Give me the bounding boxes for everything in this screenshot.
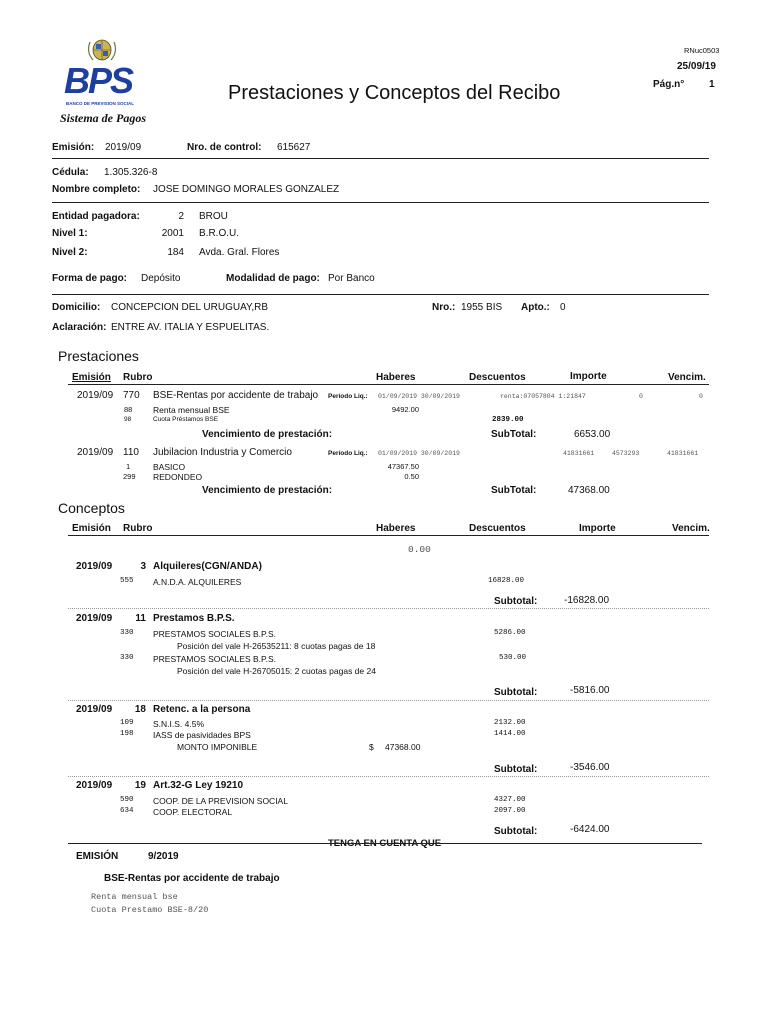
p2-extra1: 41831661 [563, 450, 595, 457]
cedula-value: 1.305.326-8 [104, 167, 158, 178]
forma-label: Forma de pago: [52, 273, 128, 284]
c3-monto-currency: $ [369, 742, 374, 752]
divider [52, 294, 709, 295]
page-label: Pág.n° [653, 79, 685, 90]
c3-monto: 47368.00 [385, 742, 421, 752]
page-number: 1 [709, 79, 715, 90]
p1-desc: BSE-Rentas por accidente de trabajo [153, 390, 319, 401]
report-date: 25/09/19 [677, 61, 716, 72]
header-rule [68, 384, 709, 385]
col-descuentos: Descuentos [469, 523, 526, 534]
c1-name: Alquileres(CGN/ANDA) [153, 561, 262, 572]
p2-desc: Jubilacion Industria y Comercio [153, 447, 292, 458]
cedula-label: Cédula: [52, 167, 89, 178]
c2-name: Prestamos B.P.S. [153, 613, 235, 624]
c1-subtotal-label: Subtotal: [494, 596, 538, 607]
c2-emision: 2019/09 [76, 613, 113, 624]
c1-l1-amt: 16828.00 [488, 577, 525, 585]
p2-venc-label: Vencimiento de prestación: [202, 485, 333, 496]
divider [52, 158, 709, 159]
emision-label: Emisión: [52, 142, 95, 153]
footer-rule [68, 843, 702, 844]
control-value: 615627 [277, 142, 311, 153]
col-emision: Emisión [72, 372, 111, 383]
page-title: Prestaciones y Conceptos del Recibo [228, 82, 561, 104]
c4-l1-code: 590 [120, 796, 134, 804]
p1-rubro: 770 [123, 390, 140, 401]
nombre-label: Nombre completo: [52, 184, 141, 195]
modalidad-value: Por Banco [328, 273, 375, 284]
c4-l2-amt: 2097.00 [494, 807, 526, 815]
p1-periodo-label: Período Liq.: [328, 393, 368, 400]
nivel1-value: B.R.O.U. [199, 228, 240, 239]
sistema-de-pagos: Sistema de Pagos [60, 111, 146, 125]
col-vencim: Vencim. [668, 372, 706, 383]
prestaciones-title: Prestaciones [58, 348, 139, 364]
p2-extra2: 4573293 [612, 450, 640, 457]
c4-num: 19 [134, 780, 146, 791]
col-rubro: Rubro [123, 523, 153, 534]
entidad-value: BROU [199, 211, 228, 222]
col-haberes: Haberes [376, 523, 416, 534]
c3-l2-code: 198 [120, 730, 134, 738]
logo-subtext: BANCO DE PREVISION SOCIAL [66, 101, 135, 106]
forma-value: Depósito [141, 273, 181, 284]
c1-num: 3 [140, 561, 146, 572]
conceptos-title: Conceptos [58, 500, 125, 516]
p2-l2-code: 299 [123, 472, 136, 481]
divider [68, 776, 709, 777]
col-importe: Importe [570, 371, 607, 382]
p1-l2-code: 98 [124, 416, 132, 423]
aclaracion-label: Aclaración: [52, 322, 107, 333]
c2-l1-code: 330 [120, 629, 134, 637]
domicilio-label: Domicilio: [52, 302, 101, 313]
c1-subtotal: -16828.00 [564, 595, 610, 606]
col-rubro: Rubro [123, 372, 153, 383]
c1-emision: 2019/09 [76, 561, 113, 572]
p2-periodo: 01/09/2019 30/09/2019 [378, 450, 460, 457]
nivel2-label: Nivel 2: [52, 247, 88, 258]
c4-l1-desc: COOP. DE LA PREVISION SOCIAL [153, 796, 288, 806]
col-vencim: Vencim. [672, 523, 710, 534]
c4-l2-code: 634 [120, 807, 134, 815]
divider [52, 202, 709, 203]
c2-l1-desc: PRESTAMOS SOCIALES B.P.S. [153, 629, 276, 639]
tenga-en-cuenta: TENGA EN CUENTA QUE [328, 838, 442, 849]
nro-label: Nro.: [432, 302, 456, 313]
p1-subtotal: 6653.00 [574, 429, 611, 440]
c3-name: Retenc. a la persona [153, 704, 251, 715]
nro-value: 1955 BIS [461, 302, 503, 313]
c2-num: 11 [135, 613, 146, 624]
divider [68, 608, 709, 609]
col-importe: Importe [579, 523, 616, 534]
nivel1-num: 2001 [161, 228, 184, 239]
p1-l2-descuento: 2839.00 [492, 416, 524, 424]
p2-l2-haberes: 0.50 [404, 472, 419, 481]
p2-rubro: 110 [123, 447, 139, 458]
p1-emision: 2019/09 [77, 390, 114, 401]
footer-bse-title: BSE-Rentas por accidente de trabajo [104, 873, 280, 884]
col-descuentos: Descuentos [469, 372, 526, 383]
p2-extra3: 41831661 [667, 450, 699, 457]
p1-extra1: renta:07057804 1:21847 [500, 393, 586, 400]
p2-emision: 2019/09 [77, 447, 114, 458]
c3-subtotal: -3546.00 [570, 762, 610, 773]
col-emision: Emisión [72, 523, 111, 534]
p1-l1-code: 88 [124, 405, 133, 414]
c4-subtotal: -6424.00 [570, 824, 610, 835]
report-code: RNuc0503 [684, 46, 720, 55]
p1-subtotal-label: SubTotal: [491, 429, 537, 440]
logo-text: BPS [64, 60, 133, 101]
p2-periodo-label: Período Liq.: [328, 450, 368, 457]
c1-l1-code: 555 [120, 577, 134, 585]
c3-l1-desc: S.N.I.S. 4.5% [153, 719, 205, 729]
c3-l2-amt: 1414.00 [494, 730, 526, 738]
p1-venc-label: Vencimiento de prestación: [202, 429, 333, 440]
p1-periodo: 01/09/2019 30/09/2019 [378, 393, 460, 400]
c3-num: 18 [134, 704, 146, 715]
c3-l1-code: 109 [120, 719, 134, 727]
c3-l2-desc: IASS de pasividades BPS [153, 730, 251, 740]
emision-value: 2019/09 [105, 142, 142, 153]
c3-monto-label: MONTO IMPONIBLE [177, 742, 258, 752]
p1-l1-haberes: 9492.00 [391, 405, 419, 414]
nombre-value: JOSE DOMINGO MORALES GONZALEZ [153, 184, 340, 195]
c2-l2-amt: 530.00 [499, 654, 527, 662]
c3-l1-amt: 2132.00 [494, 719, 526, 727]
p2-l1-code: 1 [126, 462, 131, 471]
c2-subtotal-label: Subtotal: [494, 687, 538, 698]
footer-emision-label: EMISIÓN [76, 851, 119, 862]
c4-emision: 2019/09 [76, 780, 113, 791]
p2-subtotal-label: SubTotal: [491, 485, 537, 496]
control-label: Nro. de control: [187, 142, 262, 153]
p2-subtotal: 47368.00 [568, 485, 610, 496]
entidad-num: 2 [178, 211, 184, 222]
bps-logo [60, 38, 144, 110]
c4-l1-amt: 4327.00 [494, 796, 526, 804]
apto-label: Apto.: [521, 302, 550, 313]
c2-l2-note: Posición del vale H-26705015: 2 cuotas pagas de 24 [177, 666, 376, 676]
c3-subtotal-label: Subtotal: [494, 764, 538, 775]
c1-l1-desc: A.N.D.A. ALQUILERES [153, 577, 242, 587]
col-haberes: Haberes [376, 372, 416, 383]
c2-l2-desc: PRESTAMOS SOCIALES B.P.S. [153, 654, 276, 664]
p1-l1-desc: Renta mensual BSE [153, 405, 230, 415]
zero-value: 0.00 [408, 544, 431, 555]
c2-l2-code: 330 [120, 654, 134, 662]
p2-l1-desc: BASICO [153, 462, 186, 472]
nivel1-label: Nivel 1: [52, 228, 88, 239]
footer-emision: 9/2019 [148, 851, 179, 862]
p1-extra3: 0 [699, 393, 703, 400]
footer-line1: Renta mensual bse [91, 892, 178, 902]
p2-l1-haberes: 47367.50 [387, 462, 419, 471]
domicilio-value: CONCEPCION DEL URUGUAY,RB [111, 302, 269, 313]
apto-value: 0 [560, 302, 566, 313]
nivel2-value: Avda. Gral. Flores [199, 247, 280, 258]
p2-l2-desc: REDONDEO [153, 472, 203, 482]
c2-subtotal: -5816.00 [570, 685, 610, 696]
c4-subtotal-label: Subtotal: [494, 826, 538, 837]
modalidad-label: Modalidad de pago: [226, 273, 320, 284]
c4-name: Art.32-G Ley 19210 [153, 780, 244, 791]
c3-emision: 2019/09 [76, 704, 113, 715]
p1-extra2: 0 [639, 393, 643, 400]
nivel2-num: 184 [167, 247, 184, 258]
header-rule [68, 535, 709, 536]
c4-l2-desc: COOP. ELECTORAL [153, 807, 233, 817]
footer-line2: Cuota Prestamo BSE-8/20 [91, 905, 209, 915]
divider [68, 700, 709, 701]
c2-l1-note: Posición del vale H-26535211: 8 cuotas pagas de 18 [177, 641, 376, 651]
c2-l1-amt: 5286.00 [494, 629, 526, 637]
aclaracion-value: ENTRE AV. ITALIA Y ESPUELITAS. [111, 322, 270, 333]
entidad-label: Entidad pagadora: [52, 211, 140, 222]
p1-l2-desc: Cuota Préstamos BSE [153, 416, 219, 423]
